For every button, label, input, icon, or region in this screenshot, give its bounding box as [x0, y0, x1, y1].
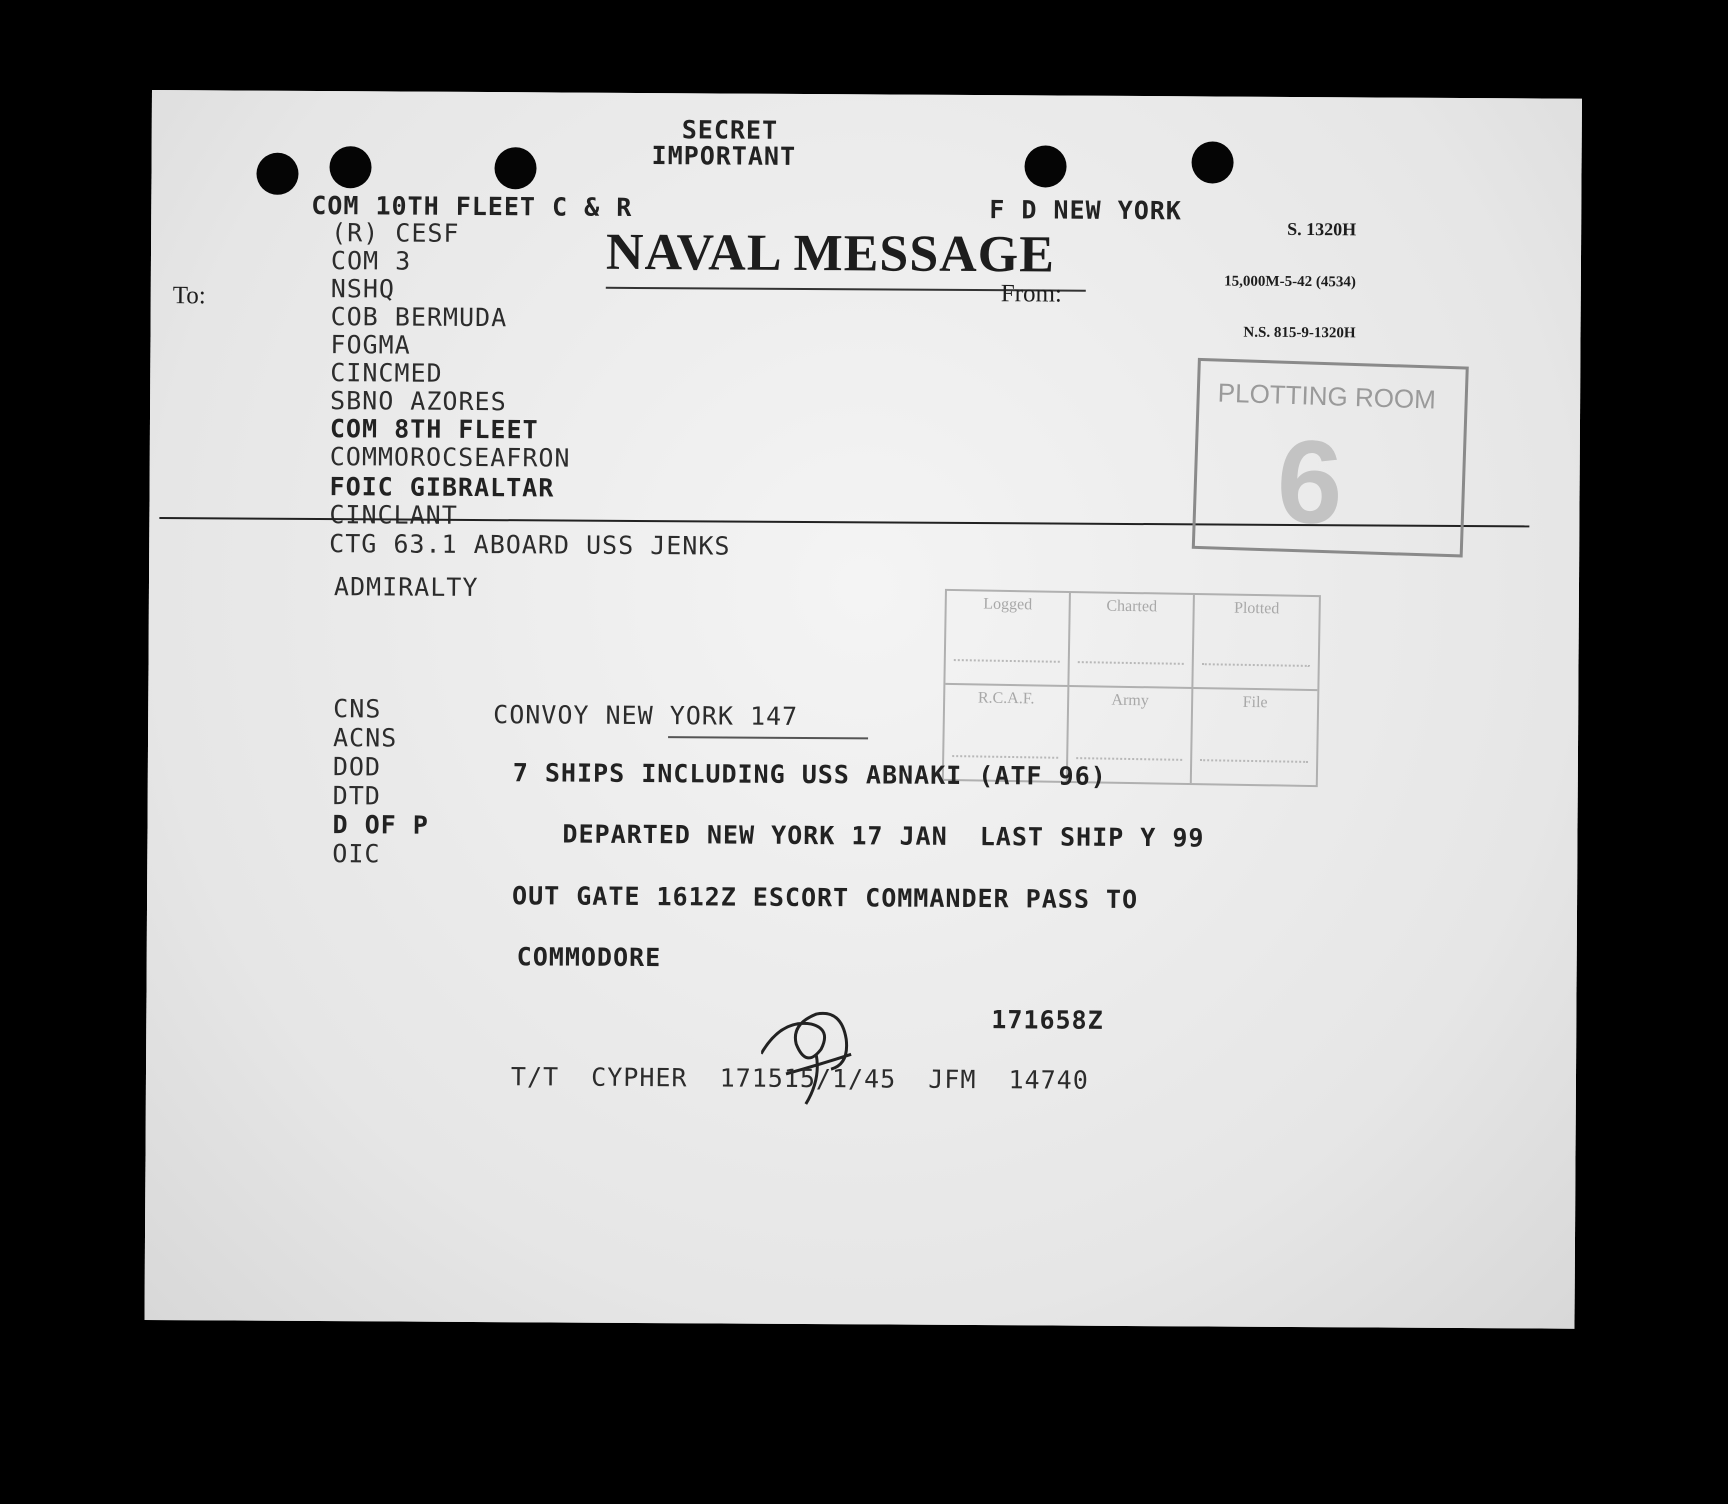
punch-hole [256, 153, 298, 195]
distribution-code: ACNS [332, 723, 398, 753]
plotting-room-label: PLOTTING ROOM [1217, 377, 1437, 415]
grid-header: R.C.A.F. [977, 689, 1035, 708]
distribution-code: OIC [332, 839, 381, 869]
grid-header: Charted [1106, 597, 1158, 616]
grid-header: File [1242, 693, 1268, 712]
addressee: CINCMED [330, 358, 443, 388]
addressee: CTG 63.1 ABOARD USS JENKS [329, 529, 731, 561]
plotting-room-stamp [1192, 358, 1469, 558]
grid-header: Logged [983, 595, 1033, 614]
page-title: NAVAL MESSAGE [605, 223, 1056, 284]
punch-hole [494, 147, 536, 189]
addressee: (R) CESF [331, 218, 460, 248]
priority: IMPORTANT [651, 141, 797, 171]
addressee: SBNO AZORES [330, 386, 507, 417]
addressee: COB BERMUDA [330, 302, 508, 333]
punch-hole [329, 146, 371, 188]
to-label: To: [172, 282, 206, 310]
addressee: ADMIRALTY [333, 572, 479, 603]
form-code-line: 15,000M-5-42 (4534) [1224, 273, 1356, 291]
form-code-line: S. 1320H [1287, 218, 1357, 240]
classification: SECRET [681, 115, 779, 145]
from-label: From: [1000, 280, 1062, 308]
grid-header: Army [1111, 691, 1149, 710]
distribution-code: CNS [333, 694, 382, 724]
from-value: F D NEW YORK [989, 195, 1182, 226]
punch-hole [1191, 141, 1233, 183]
punch-hole [1024, 145, 1066, 187]
grid-cell [1069, 593, 1195, 689]
addressee: COM 3 [330, 246, 412, 276]
message-line: 7 SHIPS INCLUDING USS ABNAKI (ATF 96) [512, 758, 1107, 791]
distribution-code: D OF P [332, 810, 429, 840]
addressee: FOGMA [330, 330, 411, 360]
message-line: DEPARTED NEW YORK 17 JAN LAST SHIP Y 99 [562, 819, 1205, 853]
routing-grid-stamp [942, 589, 1321, 787]
message-line: CONVOY NEW YORK 147 [493, 700, 799, 731]
message-footer: T/T CYPHER 171515/1/45 JFM 14740 [510, 1062, 1089, 1095]
form-code [1195, 184, 1356, 376]
addressee: COM 8TH FLEET [329, 414, 539, 445]
message-line-underline [668, 736, 868, 739]
message-line: OUT GATE 1612Z ESCORT COMMANDER PASS TO [511, 881, 1139, 915]
grid-cell [1193, 595, 1319, 691]
distribution-code: DOD [332, 752, 382, 782]
addressee: COMMOROCSEAFRON [329, 442, 571, 473]
message-line: COMMODORE [516, 942, 662, 973]
form-code-line: N.S. 815-9-1320H [1243, 324, 1356, 342]
addressee: NSHQ [330, 274, 396, 304]
originator: COM 10TH FLEET C & R [311, 190, 633, 222]
addressee: FOIC GIBRALTAR [329, 472, 555, 503]
addressee: CINCLANT [329, 500, 458, 530]
grid-cell [1192, 689, 1318, 785]
date-time-group: 171658Z [991, 1005, 1104, 1035]
message-form [144, 90, 1581, 1329]
distribution-code: DTD [332, 781, 381, 811]
grid-cell [945, 591, 1071, 687]
plotting-room-number: 6 [1274, 415, 1345, 550]
grid-header: Plotted [1233, 599, 1280, 618]
